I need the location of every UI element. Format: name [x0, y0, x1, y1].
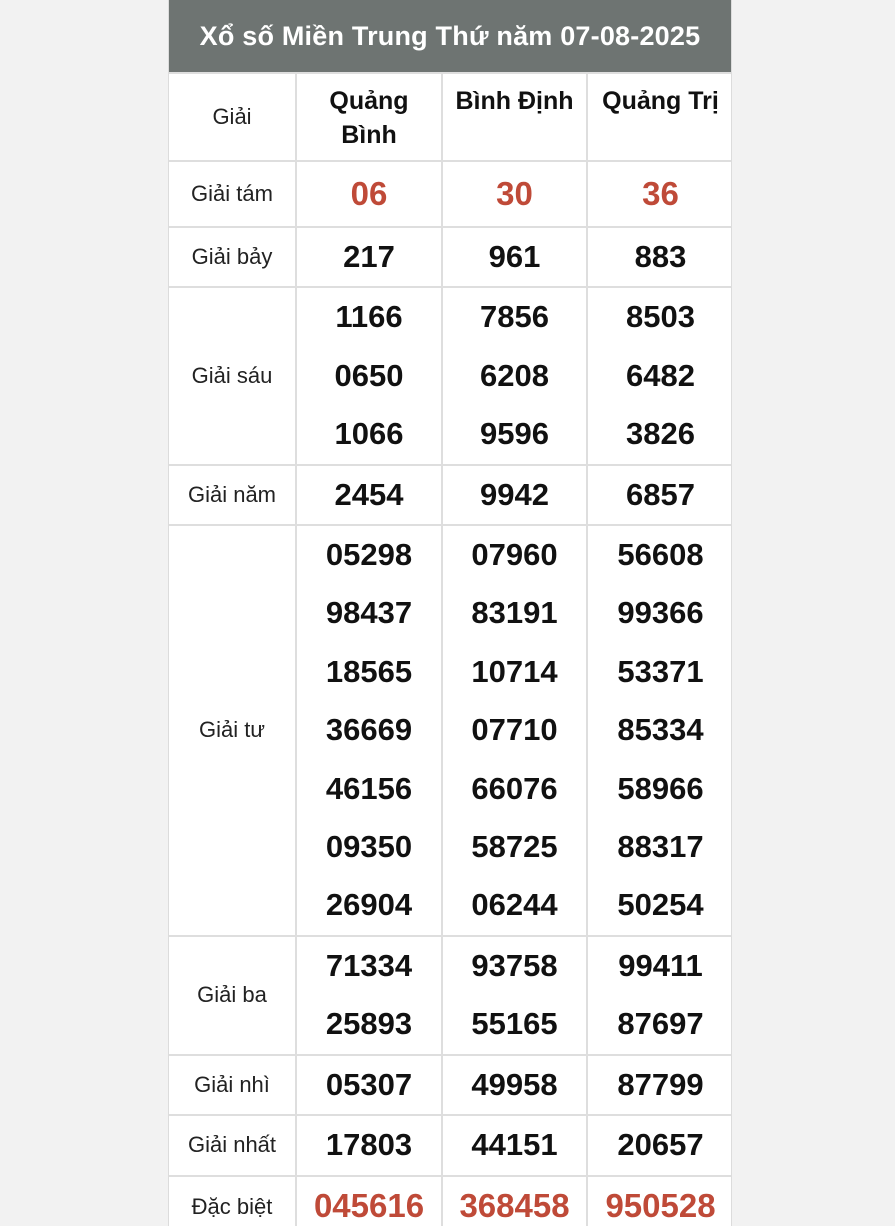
result-cell — [442, 227, 587, 287]
result-cell — [442, 1055, 587, 1115]
special-result-number: 950528 — [605, 1187, 716, 1225]
result-number: 85334 — [617, 712, 704, 748]
prize-row-giai-nam — [169, 465, 732, 525]
result-number: 58725 — [471, 829, 558, 865]
result-cell — [296, 1055, 442, 1115]
special-result-number: 045616 — [313, 1187, 425, 1225]
result-number: 0650 — [334, 357, 404, 393]
result-number: 7856 — [480, 299, 549, 335]
prize-label: Giải ba — [169, 936, 296, 1055]
result-number: 06 — [350, 174, 388, 212]
result-number: 50254 — [617, 887, 704, 923]
result-cell — [587, 287, 732, 464]
result-cell — [587, 1176, 732, 1226]
result-number: 18565 — [325, 653, 413, 689]
prize-label: Giải nhì — [169, 1055, 296, 1115]
result-cell — [296, 227, 442, 287]
result-number: 05307 — [325, 1066, 413, 1102]
page-title: Xổ số Miền Trung Thứ năm 07-08-2025 — [169, 0, 731, 72]
result-cell — [296, 936, 442, 1055]
result-number: 53371 — [617, 653, 704, 689]
result-cell — [587, 161, 732, 227]
result-cell — [587, 525, 732, 936]
result-cell — [587, 936, 732, 1055]
result-number: 10714 — [471, 653, 558, 689]
prize-row-giai-sau — [169, 287, 732, 464]
result-number: 9596 — [480, 416, 549, 452]
results-table — [169, 72, 732, 1226]
result-number: 17803 — [325, 1127, 413, 1163]
result-cell — [442, 1115, 587, 1175]
result-cell — [296, 1176, 442, 1226]
result-number: 26904 — [325, 887, 413, 923]
result-cell — [442, 161, 587, 227]
result-number: 99366 — [617, 595, 704, 631]
prize-row-giai-bay — [169, 227, 732, 287]
result-number: 36 — [642, 174, 679, 212]
result-number: 9942 — [480, 476, 549, 512]
prize-row-giai-nhi — [169, 1055, 732, 1115]
result-cell — [442, 287, 587, 464]
result-cell — [442, 1176, 587, 1226]
result-number: 883 — [634, 239, 687, 274]
result-cell — [296, 287, 442, 464]
result-number: 09350 — [325, 829, 413, 865]
prize-label: Giải sáu — [169, 287, 296, 464]
result-cell — [296, 465, 442, 525]
prize-row-dac-biet — [169, 1176, 732, 1226]
result-number: 217 — [343, 239, 395, 274]
prize-label: Giải tám — [169, 161, 296, 227]
province-header-quang-tri: Quảng Trị — [587, 73, 732, 161]
result-number: 30 — [496, 174, 533, 212]
prize-row-giai-tam — [169, 161, 732, 227]
result-number: 88317 — [617, 829, 704, 865]
result-number: 1166 — [335, 299, 403, 335]
special-result-number: 368458 — [459, 1187, 570, 1225]
result-number: 46156 — [325, 770, 413, 806]
result-cell — [296, 161, 442, 227]
result-number: 6482 — [626, 357, 695, 393]
result-number: 05298 — [325, 537, 413, 573]
result-number: 07960 — [471, 537, 558, 573]
result-number: 2454 — [334, 476, 404, 512]
result-number: 99411 — [618, 947, 703, 983]
result-number: 25893 — [325, 1006, 413, 1042]
result-number: 1066 — [334, 416, 404, 452]
prize-label: Giải bảy — [169, 227, 296, 287]
prize-row-giai-tu — [169, 525, 732, 936]
result-number: 6857 — [626, 476, 695, 512]
prize-label: Giải tư — [169, 525, 296, 936]
result-cell — [587, 227, 732, 287]
prize-label: Giải nhất — [169, 1115, 296, 1175]
result-number: 58966 — [617, 770, 704, 806]
result-number: 44151 — [471, 1127, 558, 1163]
result-number: 98437 — [325, 595, 413, 631]
result-cell — [296, 525, 442, 936]
result-number: 56608 — [617, 537, 704, 573]
result-number: 20657 — [617, 1127, 704, 1163]
result-cell — [442, 936, 587, 1055]
prize-row-giai-nhat — [169, 1115, 732, 1175]
result-number: 71334 — [325, 947, 413, 983]
result-number: 06244 — [471, 887, 558, 923]
result-number: 49958 — [471, 1066, 558, 1102]
prize-column-header: Giải — [169, 73, 296, 161]
result-number: 961 — [488, 239, 541, 274]
result-number: 93758 — [471, 947, 558, 983]
result-number: 87697 — [617, 1006, 704, 1042]
result-number: 83191 — [471, 595, 558, 631]
results-card — [168, 0, 732, 1226]
result-number: 8503 — [626, 299, 695, 335]
result-cell — [442, 525, 587, 936]
result-cell — [587, 1055, 732, 1115]
prize-label: Giải năm — [169, 465, 296, 525]
result-number: 87799 — [617, 1066, 704, 1102]
result-cell — [587, 465, 732, 525]
province-header-quang-binh: Quảng Bình — [296, 73, 442, 161]
province-header-binh-dinh: Bình Định — [442, 73, 587, 161]
result-number: 6208 — [480, 357, 549, 393]
result-number: 55165 — [471, 1006, 558, 1042]
result-number: 66076 — [471, 770, 558, 806]
result-number: 07710 — [471, 712, 558, 748]
result-number: 36669 — [325, 712, 413, 748]
prize-row-giai-ba — [169, 936, 732, 1055]
result-cell — [587, 1115, 732, 1175]
result-number: 3826 — [626, 416, 695, 452]
result-cell — [296, 1115, 442, 1175]
header-row — [169, 73, 732, 161]
prize-label: Đặc biệt — [169, 1176, 296, 1226]
result-cell — [442, 465, 587, 525]
